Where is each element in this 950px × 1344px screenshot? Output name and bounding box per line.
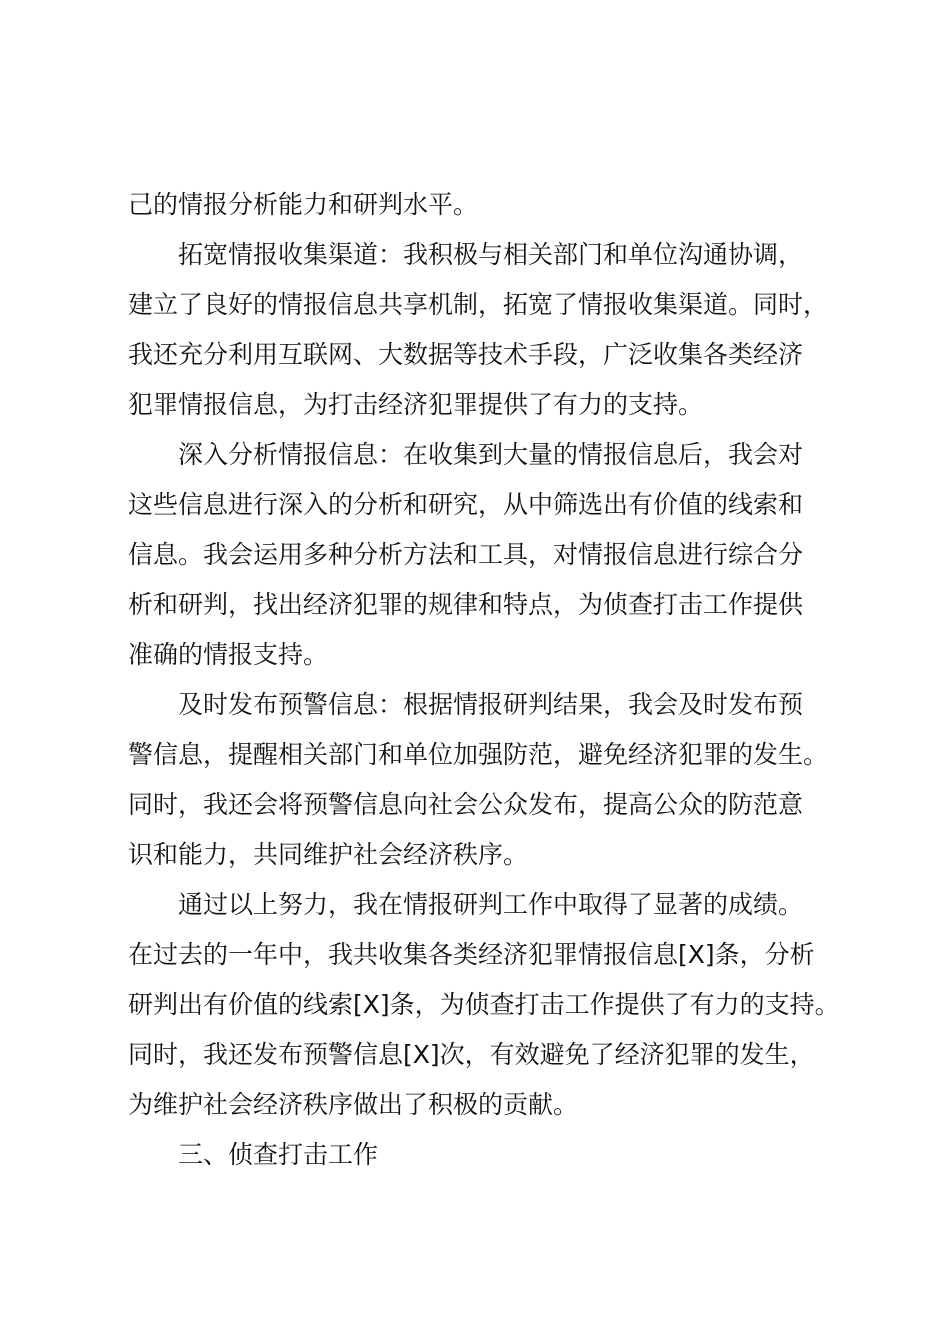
text-line: 析和研判，找出经济犯罪的规律和特点，为侦查打击工作提供 [128, 590, 804, 619]
paragraph-first-line: 及时发布预警信息：根据情报研判结果，我会及时发布预 [178, 690, 804, 719]
text-line: 这些信息进行深入的分析和研究，从中筛选出有价值的线索和 [128, 490, 804, 519]
text-line: 我还充分利用互联网、大数据等技术手段，广泛收集各类经济 [128, 340, 804, 369]
text-line: 信息。我会运用多种分析方法和工具，对情报信息进行综合分 [128, 540, 804, 569]
text-line: 识和能力，共同维护社会经济秩序。 [128, 840, 529, 869]
paragraph-first-line: 通过以上努力，我在情报研判工作中取得了显著的成绩。 [178, 890, 804, 919]
text-line: 同时，我还发布预警信息[X]次，有效避免了经济犯罪的发生， [128, 1040, 815, 1069]
text-line: 建立了良好的情报信息共享机制，拓宽了情报收集渠道。同时， [128, 290, 829, 319]
text-line: 警信息，提醒相关部门和单位加强防范，避免经济犯罪的发生。 [128, 740, 829, 769]
text-line: 同时，我还会将预警信息向社会公众发布，提高公众的防范意 [128, 790, 804, 819]
text-line: 在过去的一年中，我共收集各类经济犯罪情报信息[X]条，分析 [128, 940, 815, 969]
text-line: 准确的情报支持。 [128, 640, 329, 669]
text-line: 犯罪情报信息，为打击经济犯罪提供了有力的支持。 [128, 390, 704, 419]
text-line: 为维护社会经济秩序做出了积极的贡献。 [128, 1090, 579, 1119]
paragraph-first-line: 深入分析情报信息：在收集到大量的情报信息后，我会对 [178, 440, 804, 469]
text-line: 研判出有价值的线索[X]条，为侦查打击工作提供了有力的支持。 [128, 990, 840, 1019]
text-line: 己的情报分析能力和研判水平。 [128, 190, 479, 219]
section-heading: 三、侦查打击工作 [178, 1140, 379, 1169]
paragraph-first-line: 拓宽情报收集渠道：我积极与相关部门和单位沟通协调， [178, 240, 804, 269]
